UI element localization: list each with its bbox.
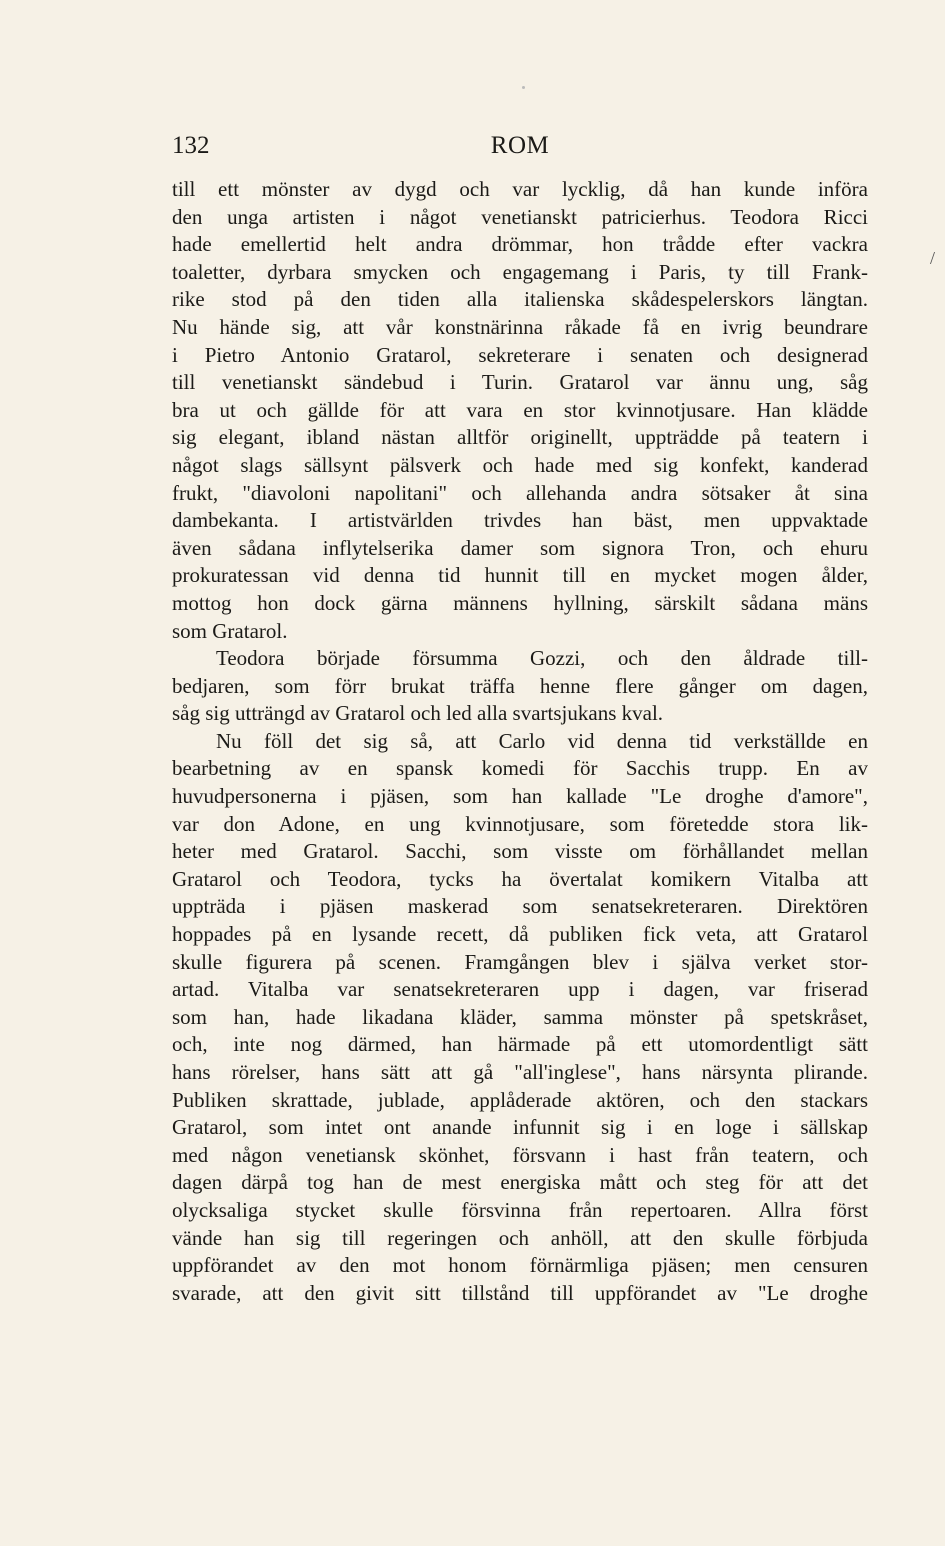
text-line: artad. Vitalba var senatsekreteraren upp i dagen, var friserad — [172, 977, 868, 1002]
text-line: bedjaren, som förr brukat träffa henne flere gånger om dagen, — [172, 673, 868, 698]
text-line: toaletter, dyrbara smycken och engagemang i Paris, ty till Frank- — [172, 259, 868, 284]
text-line: dambekanta. I artistvärlden trivdes han bäst, men uppvaktade — [172, 508, 868, 533]
text-line: Gratarol och Teodora, tycks ha övertalat komikern Vitalba att — [172, 866, 868, 891]
running-head: ROM — [490, 132, 550, 159]
text-line: till ett mönster av dygd och var lycklig, då han kunde införa — [172, 177, 868, 201]
text-line: även sådana inflytelserika damer som signora Tron, och ehuru — [172, 535, 868, 560]
text-line: i Pietro Antonio Gratarol, sekreterare i senaten och designerad — [172, 342, 868, 367]
paragraph-end-line: såg sig utträngd av Gratarol och led alla svartsjukans kval. — [172, 701, 664, 726]
text-line: rike stod på den tiden alla italienska skådespelerskors längtan. — [172, 287, 868, 312]
text-line: som han, hade likadana kläder, samma mönster på spetskråset, — [172, 1004, 868, 1029]
text-line: uppförandet av den mot honom förnärmliga pjäsen; men censuren — [172, 1253, 868, 1278]
page-header — [172, 132, 868, 166]
text-line: Nu hände sig, att vår konstnärinna råkade få en ivrig beundrare — [172, 314, 868, 339]
text-line: hade emellertid helt andra drömmar, hon trådde efter vackra — [172, 232, 868, 257]
text-line: Publiken skrattade, jublade, applåderade aktören, och den stackars — [172, 1087, 868, 1112]
text-line: och, inte nog därmed, han härmade på ett utomordentligt sätt — [172, 1032, 868, 1057]
text-line: Gratarol, som intet ont anande infunnit sig i en loge i sällskap — [172, 1115, 868, 1140]
text-line: den unga artisten i något venetianskt patricierhus. Teodora Ricci — [172, 204, 868, 229]
text-line: svarade, att den givit sitt tillstånd till uppförandet av "Le droghe — [172, 1280, 868, 1305]
text-line: huvudpersonerna i pjäsen, som han kallade "Le droghe d'amore", — [172, 784, 868, 809]
body-text — [172, 176, 868, 1307]
paragraph-end-line: som Gratarol. — [172, 618, 288, 643]
text-line: något slags sällsynt pälsverk och hade med sig konfekt, kanderad — [172, 452, 868, 477]
paragraph-start-line: Nu föll det sig så, att Carlo vid denna tid verkställde en — [216, 728, 868, 753]
text-line: hoppades på en lysande recett, då publiken fick veta, att Gratarol — [172, 922, 868, 947]
text-line: med någon venetiansk skönhet, försvann i hast från teatern, och — [172, 1142, 868, 1167]
text-line: uppträda i pjäsen maskerad som senatsekreteraren. Direktören — [172, 894, 868, 919]
text-line: olycksaliga stycket skulle försvinna från repertoaren. Allra först — [172, 1197, 868, 1222]
text-line: sig elegant, ibland nästan alltför originellt, uppträdde på teatern i — [172, 425, 868, 450]
text-line: frukt, "diavoloni napolitani" och allehanda andra sötsaker åt sina — [172, 480, 868, 505]
text-line: heter med Gratarol. Sacchi, som visste om förhållandet mellan — [172, 839, 868, 864]
text-line: mottog hon dock gärna männens hyllning, särskilt sådana mäns — [172, 590, 868, 615]
margin-mark: / — [930, 248, 936, 268]
paragraph-start-line: Teodora började försumma Gozzi, och den åldrade till- — [216, 646, 868, 671]
text-line: prokuratessan vid denna tid hunnit till en mycket mogen ålder, — [172, 563, 868, 588]
text-line: vände han sig till regeringen och anhöll, att den skulle förbjuda — [172, 1225, 868, 1250]
text-line: var don Adone, en ung kvinnotjusare, som företedde stora lik- — [172, 811, 868, 836]
paper-speck — [522, 86, 525, 89]
text-line: till venetianskt sändebud i Turin. Gratarol var ännu ung, såg — [172, 370, 868, 395]
page-number: 132 — [172, 132, 210, 159]
text-line: dagen därpå tog han de mest energiska mått och steg för att det — [172, 1170, 868, 1195]
text-line: hans rörelser, hans sätt att gå "all'inglese", hans närsynta plirande. — [172, 1060, 868, 1084]
text-line: skulle figurera på scenen. Framgången blev i själva verket stor- — [172, 949, 868, 974]
text-line: bra ut och gällde för att vara en stor kvinnotjusare. Han klädde — [172, 397, 868, 422]
text-line: bearbetning av en spansk komedi för Sacchis trupp. En av — [172, 756, 868, 781]
